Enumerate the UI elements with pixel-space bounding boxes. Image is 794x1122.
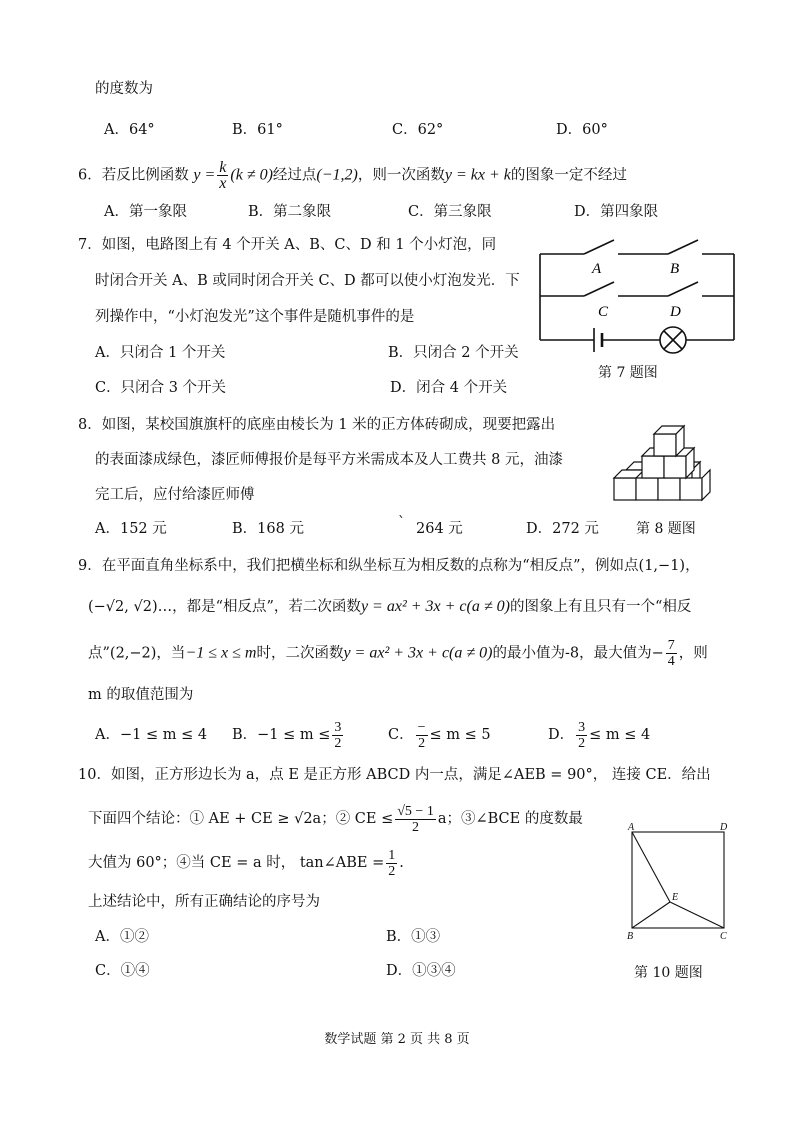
q9-option-b-frac	[332, 720, 343, 751]
q7-option-b: B．只闭合 2 个开关	[388, 345, 519, 361]
switch-d-label: D	[670, 304, 681, 320]
q6-linear: y = kx + k	[444, 166, 511, 184]
q9-option-c-den: 2	[418, 735, 426, 751]
q10-option-b: B．①③	[386, 929, 441, 945]
q9-line-3a: 点”(2,−2)，当	[88, 645, 186, 662]
q9-max-den: 4	[667, 654, 675, 669]
q10-line-2	[88, 802, 583, 836]
q6-frac-den: x	[219, 175, 227, 192]
q10-line-3b: .	[399, 855, 404, 871]
q6-frac-num: k	[219, 159, 227, 176]
q9-option-b-pre: B．−1 ≤ m ≤	[232, 727, 331, 743]
q9-line-3d: ，则	[678, 645, 708, 662]
q9-option-c-pre: C．	[388, 727, 414, 743]
vertex-e-label: E	[672, 892, 679, 903]
q8-stray-mark: `	[398, 515, 406, 531]
q6-option-b: B．第二象限	[248, 204, 332, 220]
q9-max-num: 7	[667, 638, 675, 653]
q9-option-a: A．−1 ≤ m ≤ 4	[95, 727, 208, 743]
q9-line-3b: 时，二次函数	[256, 645, 344, 662]
q10-line-2a: 下面四个结论：① AE + CE ≥ √2a；② CE ≤	[88, 811, 394, 827]
switch-a-label: A	[592, 261, 602, 277]
q10-line-3	[88, 846, 404, 880]
q6-option-d: D．第四象限	[574, 204, 659, 220]
q7-option-c: C．只闭合 3 个开关	[95, 380, 227, 396]
q10-frac	[395, 804, 436, 835]
q5-option-c: C．62°	[392, 122, 444, 138]
q9-option-b	[232, 718, 345, 752]
q9-option-d-den: 2	[578, 735, 586, 751]
q9-line-4: m 的取值范围为	[88, 687, 194, 703]
q7-caption: 第 7 题图	[598, 365, 658, 381]
q6-mid: 经过点	[272, 167, 317, 184]
q8-option-a: A．152 元	[95, 521, 167, 537]
q8-caption: 第 8 题图	[636, 521, 696, 537]
q9-max-minus: −	[651, 645, 664, 662]
q9-line-3	[88, 638, 708, 669]
q9-option-d	[548, 718, 650, 752]
q5-option-b: B．61°	[232, 122, 283, 138]
q9-option-c-frac	[416, 720, 428, 751]
q7-line-2: 时闭合开关 A、B 或同时闭合开关 C、D 都可以使小灯泡发光．下	[95, 273, 520, 289]
q8-line-3: 完工后，应付给漆匠师傅	[95, 487, 255, 503]
q10-line-2b: a；③∠BCE 的度数最	[437, 811, 583, 827]
cube-pyramid-figure	[612, 420, 728, 516]
q6-end: 的图象一定不经过	[510, 167, 627, 184]
vertex-b-label: B	[627, 931, 634, 942]
q5-tail: 的度数为	[95, 81, 153, 97]
q9-line-1: 9．在平面直角坐标系中，我们把横坐标和纵坐标互为相反数的点称为“相反点”，例如点(1,−1)，	[78, 558, 700, 574]
q9-line-2b: 的图象上有且只有一个“相反	[509, 599, 692, 615]
vertex-c-label: C	[720, 931, 727, 942]
q7-line-3: 列操作中，“小灯泡发光”这个事件是随机事件的是	[95, 309, 415, 325]
q7-option-a: A．只闭合 1 个开关	[95, 345, 226, 361]
q7-line-1: 7．如图，电路图上有 4 个开关 A、B、C、D 和 1 个小灯泡，同	[78, 237, 497, 253]
q6-point: (−1,2)	[316, 166, 358, 184]
switch-b-label: B	[670, 261, 680, 277]
q9-option-c-num: −	[417, 719, 426, 735]
q8-option-c: 264 元	[416, 521, 463, 537]
circuit-diagram	[538, 232, 738, 362]
q10-caption: 第 10 题图	[634, 965, 703, 981]
q9-option-d-pre: D．	[548, 727, 575, 743]
q5-option-d: D．60°	[556, 122, 608, 138]
q6-post: ，则一次函数	[357, 167, 445, 184]
vertex-d-label: D	[720, 822, 728, 833]
q10-half-den: 2	[388, 863, 396, 879]
q6-fraction	[217, 160, 228, 191]
q8-option-d: D．272 元	[526, 521, 599, 537]
q9-option-c-post: ≤ m ≤ 5	[429, 727, 491, 743]
q10-frac-num: √5 − 1	[397, 803, 434, 819]
q9-line-3c: 的最小值为-8，最大值为	[492, 645, 652, 662]
q9-max-fraction	[666, 638, 677, 669]
q6-number: 6．	[78, 167, 102, 184]
q6-option-a: A．第一象限	[104, 204, 187, 220]
q6-option-c: C．第三象限	[408, 204, 492, 220]
q6-func: y =	[193, 166, 216, 184]
q6-stem	[78, 160, 627, 191]
q9-option-b-den: 2	[334, 735, 342, 751]
q6-pre: 若反比例函数	[101, 167, 189, 184]
q10-half-num: 1	[388, 847, 396, 863]
q9-line-2	[88, 596, 691, 618]
q10-line-4: 上述结论中，所有正确结论的序号为	[88, 894, 320, 910]
q10-frac-den: 2	[412, 819, 420, 835]
q9-option-c	[388, 718, 491, 752]
q10-option-c: C．①④	[95, 963, 150, 979]
q9-range: −1 ≤ x ≤ m	[185, 644, 257, 662]
q8-option-b: B．168 元	[232, 521, 304, 537]
square-figure	[624, 822, 734, 944]
q9-option-d-num: 3	[578, 719, 586, 735]
q8-line-2: 的表面漆成绿色，漆匠师傅报价是每平方米需成本及人工费共 8 元，油漆	[95, 452, 563, 468]
q10-line-3a: 大值为 60°；④当 CE = a 时， tan∠ABE =	[88, 855, 385, 871]
q10-line-1: 10．如图，正方形边长为 a，点 E 是正方形 ABCD 内一点，满足∠AEB = 90°， 连接 CE．给出	[78, 767, 711, 783]
vertex-a-label: A	[628, 822, 635, 833]
q9-quadratic-2: y = ax² + 3x + c	[343, 644, 450, 662]
page-footer: 数学试题 第 2 页 共 8 页	[324, 1032, 470, 1047]
q9-line-2a: (−√2, √2)…，都是“相反点”，若二次函数	[88, 599, 361, 615]
q10-option-d: D．①③④	[386, 963, 456, 979]
q7-option-d: D．闭合 4 个开关	[390, 380, 508, 396]
q9-condition: (a ≠ 0)	[466, 598, 510, 615]
q9-condition-2: (a ≠ 0)	[449, 644, 493, 662]
q9-option-d-post: ≤ m ≤ 4	[589, 727, 651, 743]
q9-option-b-num: 3	[334, 719, 342, 735]
q8-line-1: 8．如图，某校国旗旗杆的底座由棱长为 1 米的正方体砖砌成，现要把露出	[78, 417, 556, 433]
q9-quadratic: y = ax² + 3x + c	[360, 598, 467, 615]
q10-option-a: A．①②	[95, 929, 149, 945]
switch-c-label: C	[598, 304, 609, 320]
q10-half-frac	[386, 848, 397, 879]
q5-option-a: A．64°	[104, 122, 155, 138]
q6-condition: (k ≠ 0)	[230, 166, 273, 184]
q9-option-d-frac	[576, 720, 587, 751]
